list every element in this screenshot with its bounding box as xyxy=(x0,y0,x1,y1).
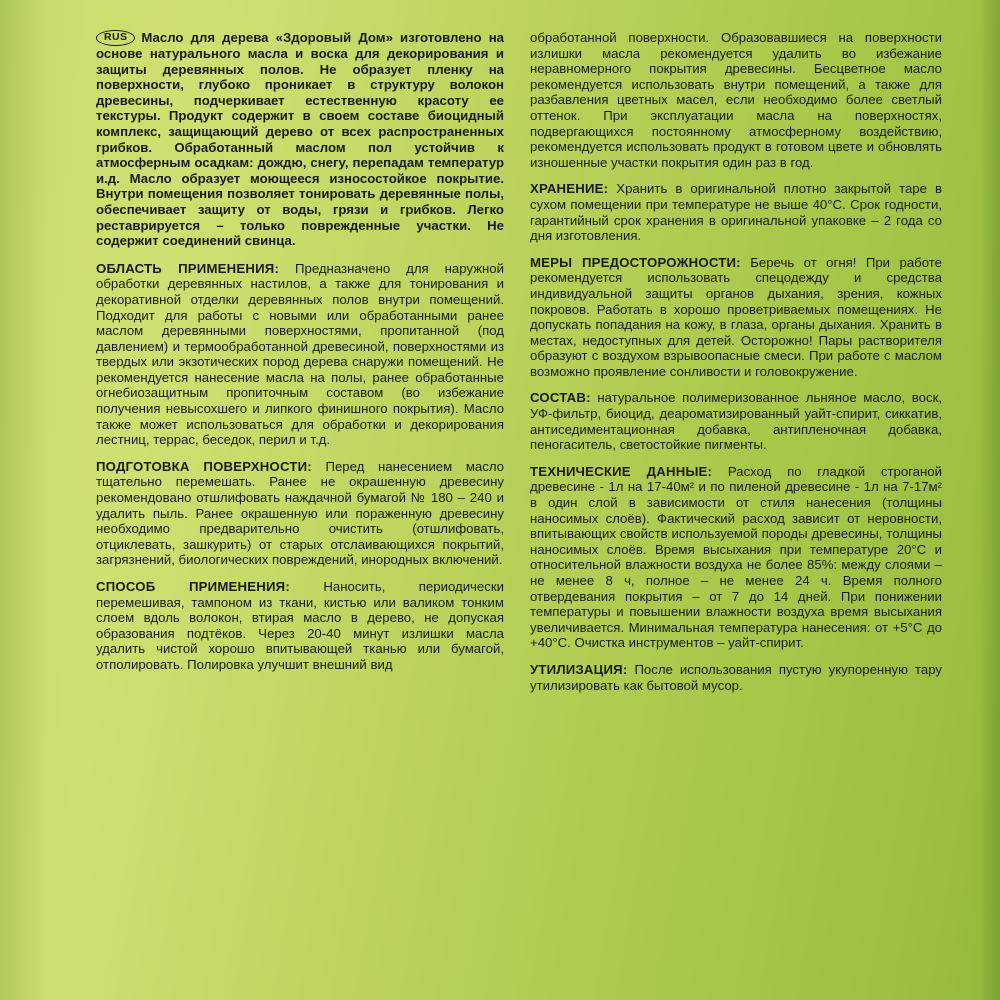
section-heading: СОСТАВ: xyxy=(530,390,591,406)
section-composition xyxy=(530,390,942,452)
left-edge-shading xyxy=(0,0,86,1000)
section-body: Наносить, периодически перемешивая, тампоном из ткани, кистью или валиком тонким слоем вдоль волокон, втирая масло в дерево, не допуская образования подтёков. Через 20-40 минут излишки масла удалить чистой хорошо впитывающей тканью или бумагой, отполировать. Полировка улучшит внешний вид xyxy=(96,579,504,672)
intro-paragraph xyxy=(96,30,504,249)
label-text-columns xyxy=(96,30,964,990)
section-usage-method xyxy=(96,579,504,673)
right-edge-shading xyxy=(970,0,1000,1000)
section-body: После использования пустую укупоренную тару утилизировать как бытовой мусор. xyxy=(530,661,942,693)
section-body: Хранить в оригинальной плотно закрытой таре в сухом помещении при температуре не выше 40°С. Срок годности, гарантийный срок хранения в оригинальной упаковке – 2 года со дня изготовления. xyxy=(530,181,942,244)
section-heading: ХРАНЕНИЕ: xyxy=(530,181,609,197)
section-heading: МЕРЫ ПРЕДОСТОРОЖНОСТИ: xyxy=(530,254,741,270)
section-surface-preparation xyxy=(96,459,504,568)
section-technical-data xyxy=(530,464,942,651)
section-application-area xyxy=(96,261,504,448)
section-body: обработанной поверхности. Образовавшиеся на поверхности излишки масла рекомендуется удалить во избежание неравномерного покрытия древесины. Бесцветное масло рекомендуется использовать внутри помещений, а также для разбавления цветных масел, если необходимо более светлый оттенок. При эксплуатации масла на поверхностях, подвергающихся постоянному атмосферному воздействию, рекомендуется использовать продукт в готовом цвете и обновлять изношенные участки покрытия один раз в год. xyxy=(530,30,942,170)
section-storage xyxy=(530,181,942,243)
section-usage-method-continued xyxy=(530,30,942,170)
right-column xyxy=(530,30,942,990)
section-heading: УТИЛИЗАЦИЯ: xyxy=(530,661,628,677)
section-body: Предназначено для наружной обработки деревянных настилов, а также для тонирования и декоративной отделки деревянных полов внутри помещений. Подходит для работы с новыми или обработанными ранее маслом деревянными поверхностями, пропитанной (под давлением) и термообработанной древесиной, поверхностями из твердых или экзотических пород дерева снаружи помещений. Не рекомендуется нанесение масла на полы, ранее обработанные огнебиозащитным пропиточным составом (во избежание получения невысохшего и липкого финишного покрытия). Масло также может использоваться для обработки и декорирования лестниц, террас, беседок, перил и т.д. xyxy=(96,260,504,448)
section-body: Перед нанесением масло тщательно перемешать. Ранее не окрашенную древесину рекомендовано отшлифовать наждачной бумагой № 180 – 240 и удалить пыль. Ранее окрашенную или пораженную древесину необходимо предварительно очистить (отшлифовать, отциклевать, зашкурить) от старых отслаивающихся покрытий, загрязнений, биологических повреждений, инородных включений. xyxy=(96,458,504,568)
section-disposal xyxy=(530,662,942,693)
section-heading: ОБЛАСТЬ ПРИМЕНЕНИЯ: xyxy=(96,260,280,276)
section-safety-precautions xyxy=(530,255,942,380)
section-body: Расход по гладкой строганой древесине - 1л на 17-40м² и по пиленой древесине - 1л на 7-17м² в один слой в зависимости от стиля нанесения (толщины наносимых слоёв). Фактический расход зависит от неровности, впитывающих свойств используемой породы древесины, толщины наносимых слоёв. Время высыхания при температуре 20°С и относительной влажности воздуха не более 85%: между слоями – не менее 8 ч, полное – не менее 24 ч. Время полного отвердевания покрытия – от 7 до 14 дней. При понижении температуры и повышении влажности воздуха время высыхания увеличивается. Минимальная температура нанесения: от +5°С до +40°С. Очистка инструментов – уайт-спирит. xyxy=(530,463,942,651)
language-badge-rus: RUS xyxy=(96,30,135,46)
section-body: Беречь от огня! При работе рекомендуется использовать спецодежду и средства индивидуальной защиты органов дыхания, зрения, кожных покровов. Работать в хорошо проветриваемых помещениях. Не допускать попадания на кожу, в глаза, органы дыхания. Хранить в местах, недоступных для детей. Осторожно! Пары растворителя образуют с воздухом взрывоопасные смеси. При работе с маслом возможно проявление сонливости и головокружение. xyxy=(530,254,942,379)
section-heading: ПОДГОТОВКА ПОВЕРХНОСТИ: xyxy=(96,458,312,474)
intro-text: Масло для дерева «Здоровый Дом» изготовлено на основе натурального масла и воска для декорирования и защиты деревянных полов. Не образует пленку на поверхности, глубоко проникает в структуру волокон древесины, подчеркивает естественную красоту ее текстуры. Продукт содержит в своем составе биоцидный комплекс, защищающий дерево от всех распространенных грибков. Обработанный маслом пол устойчив к атмосферным осадкам: дождю, снегу, перепадам температур и.д. Масло образует моющееся износостойкое покрытие. Внутри помещения позволяет тонировать деревянные полы, обеспечивает защиту от воды, грязи и грибков. Легко реставрируется – только поврежденные участки. Не содержит соединений свинца. xyxy=(96,30,504,249)
section-heading: ТЕХНИЧЕСКИЕ ДАННЫЕ: xyxy=(530,463,713,479)
section-body: натуральное полимеризованное льняное масло, воск, УФ-фильтр, биоцид, деароматизированный уайт-спирит, сиккатив, антиседиментационная добавка, антипленочная добавка, пеногаситель, светостойкие пигменты. xyxy=(530,390,942,453)
left-column xyxy=(96,30,504,990)
section-heading: СПОСОБ ПРИМЕНЕНИЯ: xyxy=(96,579,290,594)
